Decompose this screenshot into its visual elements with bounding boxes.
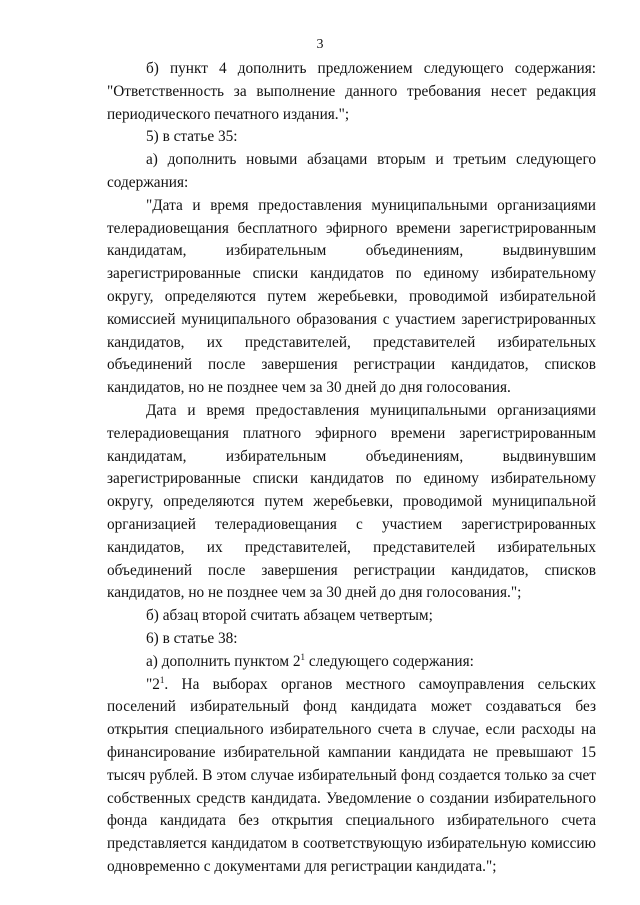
punkt-2-1-number: "2 bbox=[146, 675, 160, 693]
paragraph-b-punkt-4: б) пункт 4 дополнить предложением следующего содержания: "Ответственность за выполнение данного требования несет редакция периодического печатного издания."; bbox=[107, 60, 596, 123]
paragraph-article-35: 5) в статье 35: bbox=[146, 128, 238, 146]
superscript-1: 1 bbox=[300, 651, 306, 662]
superscript-1-second: 1 bbox=[159, 674, 165, 685]
paragraph-free-airtime: "Дата и время предоставления муниципальными организациями телерадиовещания бесплатного эфирного времени зарегистрированным кандидатам, избирательным объединениям, выдвинувшим зарегистрированные списки кандидатов по единому избирательному округу, определяются путем жеребьевки, проводимой избирательной комиссией муниципального образования с участием зарегистрированных кандидатов, их представителей, представителей избирательных объединений после завершения регистрации кандидатов, списков кандидатов, но не позднее чем за 30 дней до дня голосования. bbox=[107, 196, 596, 397]
paragraph-paid-airtime: Дата и время предоставления муниципальными организациями телерадиовещания платного эфирного времени зарегистрированным кандидатам, избирательным объединениям, выдвинувшим зарегистрированные списки кандидатов по единому избирательному округу, определяются путем жеребьевки, проводимой муниципальной организацией телерадиовещания с участием зарегистрированных кандидатов, их представителей, представителей избирательных объединений после завершения регистрации кандидатов, списков кандидатов, но не позднее чем за 30 дней до дня голосования."; bbox=[107, 401, 596, 602]
paragraph-a-text-end: следующего содержания: bbox=[305, 652, 474, 670]
page-number: 3 bbox=[316, 37, 324, 52]
document-body bbox=[107, 58, 596, 879]
paragraph-punkt-2-1-text bbox=[107, 674, 596, 879]
paragraph-a-new-abzacy: а) дополнить новыми абзацами вторым и третьим следующего содержания: bbox=[107, 151, 596, 191]
paragraph-a-punkt-2-1 bbox=[107, 651, 596, 674]
paragraph-article-38: 6) в статье 38: bbox=[146, 629, 238, 647]
paragraph-b-abzac-vtoroy: б) абзац второй считать абзацем четвертым; bbox=[146, 607, 433, 625]
paragraph-a-text-start: а) дополнить пунктом 2 bbox=[146, 652, 301, 670]
punkt-2-1-body: . На выборах органов местного самоуправления сельских поселений избирательный фонд кандидата может создаваться без открытия специального избирательного счета в случае, если расходы на финансирование избирательной кампании кандидата не превышают 15 тысяч рублей. В этом случае избирательный фонд создается только за счет собственных средств кандидата. Уведомление о создании избирательного фонда кандидата без открытия специального избирательного счета представляется кандидатом в соответствующую избирательную комиссию одновременно с документами для регистрации кандидата."; bbox=[107, 675, 596, 875]
